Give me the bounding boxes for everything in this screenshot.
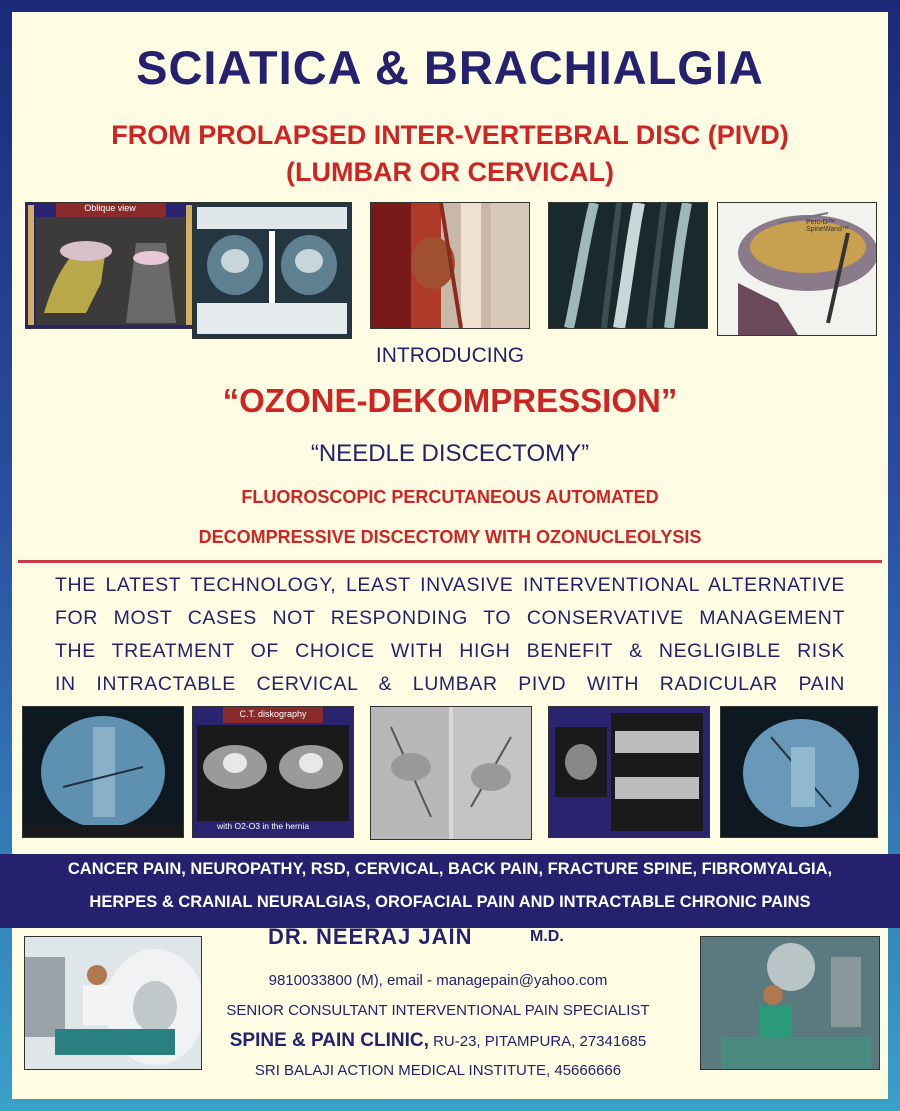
clinic-line (190, 1030, 686, 1052)
fluoroscopy-dual-view (371, 707, 531, 839)
dissection-photo (371, 203, 529, 328)
ct-diskography-image (192, 706, 354, 838)
ct-diskography-caption: with O2-O3 in the hernia (217, 821, 310, 831)
fluoroscopy-image-3 (720, 706, 878, 838)
anatomy-dissection-image (370, 202, 530, 329)
spine-3d-illustration (26, 203, 194, 328)
doctor-photo-ct-room (24, 936, 202, 1070)
mri-sagittal-image (548, 202, 708, 329)
ct-sagittal-scan (549, 707, 709, 837)
spine-3d-oblique-image (25, 202, 195, 329)
ct-sagittal-image (548, 706, 710, 838)
page-title: SCIATICA & BRACHIALGIA (136, 41, 764, 94)
ct-diskography-title: C.T. diskography (239, 709, 307, 719)
fluoroscopy-image-2 (370, 706, 532, 840)
clinic-name: SPINE & PAIN CLINIC, (229, 1030, 429, 1051)
fluoroscopy-monitor-1 (23, 707, 183, 837)
body-line-1: THE LATEST TECHNOLOGY, LEAST INVASIVE INTERVENTIONAL ALTERNATIVE (55, 574, 845, 596)
conditions-line-2: HERPES & CRANIAL NEURALGIAS, OROFACIAL PAIN AND INTRACTABLE CHRONIC PAINS (89, 893, 811, 911)
doctor-photo-procedure (700, 936, 880, 1070)
body-line-2: FOR MOST CASES NOT RESPONDING TO CONSERVATIVE MANAGEMENT (55, 607, 845, 629)
spine-wand-caption: Perc-D™ SpineWand™ (806, 219, 849, 233)
procedure-desc-line-2: DECOMPRESSIVE DISCECTOMY WITH OZONUCLEOLYSIS (198, 527, 702, 547)
doctor-contact: 9810033800 (M), email - managepain@yahoo.com (268, 972, 608, 989)
doctor-role: SENIOR CONSULTANT INTERVENTIONAL PAIN SPECIALIST (226, 1002, 650, 1019)
introducing-label: INTRODUCING (375, 344, 525, 367)
mri-axial-scan (193, 203, 351, 338)
doctor-procedure-photo (701, 937, 879, 1069)
doctor-degree: M.D. (530, 928, 564, 945)
ct-diskography-scan (193, 707, 353, 837)
mri-sagittal-scan (549, 203, 707, 328)
mri-axial-image (192, 202, 352, 339)
fluoroscopy-monitor-3 (721, 707, 877, 837)
section-divider (18, 560, 882, 563)
conditions-line-1: CANCER PAIN, NEUROPATHY, RSD, CERVICAL, BACK PAIN, FRACTURE SPINE, FIBROMYALGIA, (67, 860, 833, 878)
fluoroscopy-image-1 (22, 706, 184, 838)
doctor-ct-scanner-photo (25, 937, 201, 1069)
oblique-view-caption: Oblique view (84, 203, 136, 213)
clinic-address: RU-23, PITAMPURA, 27341685 (428, 1033, 647, 1050)
body-line-3: THE TREATMENT OF CHOICE WITH HIGH BENEFIT & NEGLIGIBLE RISK (55, 640, 845, 662)
subtitle-line-1: FROM PROLAPSED INTER-VERTEBRAL DISC (PIVD) (111, 120, 789, 150)
doctor-name: DR. NEERAJ JAIN (268, 924, 473, 949)
subtitle-line-2: (LUMBAR OR CERVICAL) (286, 157, 614, 187)
procedure-name: “OZONE-DEKOMPRESSION” (222, 382, 678, 419)
procedure-desc-line-1: FLUOROSCOPIC PERCUTANEOUS AUTOMATED (241, 487, 659, 507)
conditions-banner (0, 854, 900, 928)
spine-wand-image (717, 202, 877, 336)
institute-line: SRI BALAJI ACTION MEDICAL INSTITUTE, 45666666 (254, 1062, 622, 1079)
body-line-4: IN INTRACTABLE CERVICAL & LUMBAR PIVD WITH RADICULAR PAIN (55, 673, 845, 695)
procedure-alt-name: “NEEDLE DISCECTOMY” (310, 440, 590, 467)
